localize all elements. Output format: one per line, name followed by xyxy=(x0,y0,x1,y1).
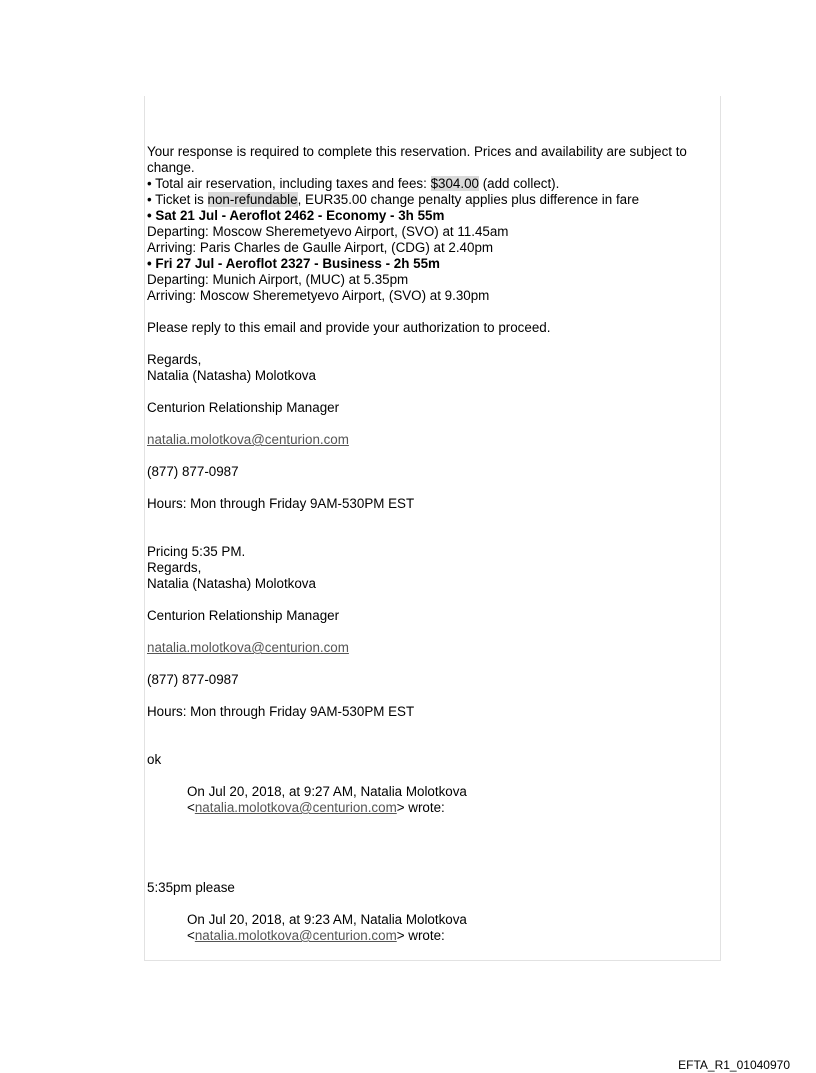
ticket-flag: non-refundable xyxy=(207,192,298,207)
signature-name-2: Natalia (Natasha) Molotkova xyxy=(147,576,316,591)
signature-regards: Regards, xyxy=(147,352,202,367)
email-body xyxy=(147,144,722,944)
intro-line-1: Your response is required to complete this reservation. Prices and availability are subject to xyxy=(147,144,687,159)
signature-title-2: Centurion Relationship Manager xyxy=(147,608,340,623)
signature-phone: (877) 877-0987 xyxy=(147,464,239,479)
total-suffix: (add collect). xyxy=(478,176,560,191)
quote-1-header: On Jul 20, 2018, at 9:27 AM, Natalia Molotkova xyxy=(187,784,467,799)
request-line: Please reply to this email and provide your authorization to proceed. xyxy=(147,320,551,335)
total-line xyxy=(147,176,722,192)
intro-line-2: change. xyxy=(147,160,195,175)
quote-2-email-link[interactable]: natalia.molotkova@centurion.com xyxy=(194,928,397,943)
flight-2-arriving: Arriving: Moscow Sheremetyevo Airport, (SVO) at 9.30pm xyxy=(147,288,490,303)
flight-2-header: • Fri 27 Jul - Aeroflot 2327 - Business - 2h 55m xyxy=(147,256,440,271)
quote-2-close: > wrote: xyxy=(396,928,445,943)
reply-ok: ok xyxy=(147,752,162,767)
ticket-suffix: , EUR35.00 change penalty applies plus difference in fare xyxy=(297,192,640,207)
quote-2-header: On Jul 20, 2018, at 9:23 AM, Natalia Molotkova xyxy=(187,912,467,927)
flight-1-header: • Sat 21 Jul - Aeroflot 2462 - Economy - 3h 55m xyxy=(147,208,445,223)
reply-time: 5:35pm please xyxy=(147,880,235,895)
flight-2-departing: Departing: Munich Airport, (MUC) at 5.35pm xyxy=(147,272,409,287)
signature-phone-2: (877) 877-0987 xyxy=(147,672,239,687)
signature-hours-2: Hours: Mon through Friday 9AM-530PM EST xyxy=(147,704,415,719)
flight-1-departing: Departing: Moscow Sheremetyevo Airport, (SVO) at 11.45am xyxy=(147,224,509,239)
flight-1-arriving: Arriving: Paris Charles de Gaulle Airport, (CDG) at 2.40pm xyxy=(147,240,494,255)
ticket-line xyxy=(147,192,722,208)
quote-1-close: > wrote: xyxy=(396,800,445,815)
pricing-note: Pricing 5:35 PM. xyxy=(147,544,246,559)
signature-hours: Hours: Mon through Friday 9AM-530PM EST xyxy=(147,496,415,511)
total-prefix: • Total air reservation, including taxes and fees: xyxy=(147,176,431,191)
signature-title: Centurion Relationship Manager xyxy=(147,400,340,415)
quote-2-address xyxy=(147,928,722,944)
document-id: EFTA_R1_01040970 xyxy=(678,1058,790,1072)
quote-1-address xyxy=(147,800,722,816)
quote-1-email-link[interactable]: natalia.molotkova@centurion.com xyxy=(194,800,397,815)
signature-regards-2: Regards, xyxy=(147,560,202,575)
signature-email-link-2[interactable]: natalia.molotkova@centurion.com xyxy=(147,640,349,655)
total-amount: $304.00 xyxy=(430,176,479,191)
signature-email-link[interactable]: natalia.molotkova@centurion.com xyxy=(147,432,349,447)
quote-2-open: < xyxy=(187,928,195,943)
ticket-prefix: • Ticket is xyxy=(147,192,208,207)
quote-1-open: < xyxy=(187,800,195,815)
signature-name: Natalia (Natasha) Molotkova xyxy=(147,368,316,383)
